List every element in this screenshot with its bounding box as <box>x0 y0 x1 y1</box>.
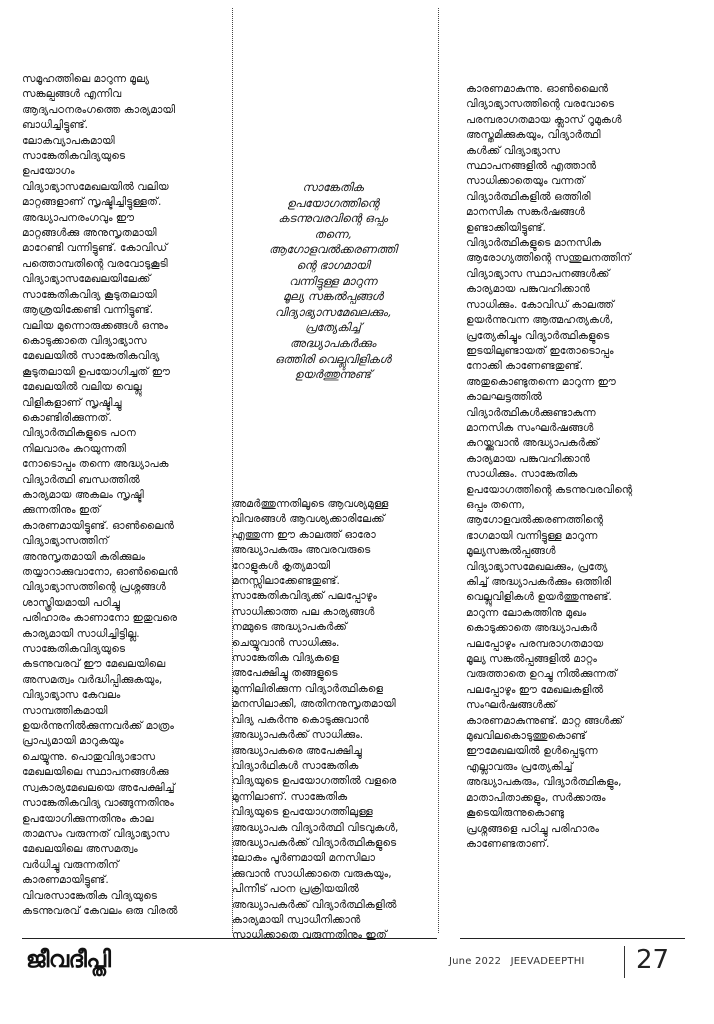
article-column-left: സമൂഹത്തിലെ മാറുന്ന മൂല്യ സങ്കല്പങ്ങൾ എന്നിവ ആദ്യപഠനരംഗത്തെ കാര്യമായി ബാധിച്ചിട്ടുണ്ട്. ലോകവ്യാപകമായി സാങ്കേതികവിദ്യയുടെ ഉപയോഗം വിദ്യാഭ്യാസമേഖലയിൽ വലിയ മാറ്റങ്ങളാണ് സൃഷ്ടിച്ചിട്ടുള്ളത്. അദ്ധ്യാപനരംഗവും ഈ മാറ്റങ്ങൾക്കു അനുസൃതമായി മാറേണ്ടി വന്നിട്ടുണ്ട്. കോവിഡ് പത്തൊമ്പതിന്റെ വരവോടുകൂടി വിദ്യാഭ്യാസമേഖലയിലേക്ക് സാങ്കേതികവിദ്യ കൂടുതലായി ആശ്രയിക്കേണ്ടി വന്നിട്ടുണ്ട്. വലിയ മുന്നൊരുക്കങ്ങൾ ഒന്നും കൊടുക്കാതെ വിദ്യാഭ്യാസ മേഖലയിൽ സാങ്കേതികവിദ്യ കൂടുതലായി ഉപയോഗിച്ചത് ഈ മേഖലയിൽ വലിയ വെല്ലു വിളികളാണ് സൃഷ്ടിച്ചു കൊണ്ടിരിക്കുന്നത്. വിദ്യാർത്ഥികളുടെ പഠന നിലവാരം കുറയുന്നതി നോടൊപ്പം തന്നെ അദ്ധ്യാപക വിദ്യാർത്ഥി ബന്ധത്തിൽ കാര്യമായ അകലം സൃഷ്ടി ക്കുന്നതിനും ഇത് കാരണമായിട്ടുണ്ട്. ഓൺലൈൻ വിദ്യാഭ്യാസത്തിന് അനുസൃതമായി കരിക്കുലം തയ്യാറാക്കുവാനോ, ഓൺലൈൻ വിദ്യാഭ്യാസത്തിന്റെ പ്രശ്നങ്ങൾ ശാസ്ത്രിയമായി പഠിച്ചു പരിഹാരം കാണാനോ ഇതുവരെ കാര്യമായി സാധിച്ചിട്ടില്ല. സാങ്കേതികവിദ്യയുടെ കടന്നുവരവ് ഈ മേഖലയിലെ അസമത്വം വർദ്ധിപ്പിക്കുകയും, വിദ്യാഭ്യാസ കേവലം സാമ്പത്തികമായി ഉയർന്നുനിൽക്കുന്നവർക്ക് മാത്രം പ്രാപ്യമായി മാറുകയും ചെയ്യുന്നു. പൊതുവിദ്യാഭാസ മേഖലയിലെ സ്ഥാപനങ്ങൾക്കു സ്വകാര്യമേഖലയെ അപേക്ഷിച്ച് സാങ്കേതികവിദ്യ വാങ്ങുന്നതിനും ഉപയോഗിക്കുന്നതിനും കാല താമസം വരുന്നത് വിദ്യാഭ്യാസ മേഖലയിലെ അസമത്വം വർധിച്ചു വരുന്നതിന് കാരണമായിട്ടുണ്ട്. വിവരസാങ്കേതിക വിദ്യയുടെ കടന്നുവരവ് കേവലം ഒരു വിരൽ <box>22 73 178 917</box>
footer-rule-left <box>22 938 437 939</box>
issue-date: June 2022 <box>449 956 502 967</box>
magazine-name: JEEVADEEPTHI <box>510 956 585 967</box>
pull-quote: സാങ്കേതിക ഉപയോഗത്തിന്റെ കടന്നുവരവിന്റെ ഒപ്പം തന്നെ, ആഗോളവൽക്കരണത്തി ന്റെ ഭാഗമായി വന്നിട്ടുള്ള മാറുന്ന മൂല്യ സങ്കൽപ്പങ്ങൾ വിദ്യാഭ്യാസമേഖലക്കും, പ്രത്യേകിച്ച് അദ്ധ്യാപകർക്കും ഒത്തിരി വെല്ലുവിളികൾ ഉയർത്തുന്നുണ്ട് <box>269 180 397 382</box>
article-column-middle: അമർത്തുന്നതിലൂടെ ആവശ്യമുള്ള വിവരങ്ങൾ ആവശ്യക്കാരിലേക്ക് എത്തുന്ന ഈ കാലത്ത് ഓരോ അദ്ധ്യാപകരും അവരവരുടെ റോളുകൾ കൃത്യമായി മനസ്സിലാക്കേണ്ടതുണ്ട്. സാങ്കേതികവിദ്യക്ക് പലപ്പോഴും സാധിക്കാത്ത പല കാര്യങ്ങൾ നമ്മുടെ അദ്ധ്യാപകർക്ക് ചെയ്യുവാൻ സാധിക്കും. സാങ്കേതിക വിദ്യകളെ അപേക്ഷിച്ചു തങ്ങളുടെ മുന്നിലിരിക്കുന്ന വിദ്യാർത്ഥികളെ മനസിലാക്കി, അതിനനുസൃതമായി വിദ്യ പകർന്നു കൊടുക്കുവാൻ അദ്ധ്യാപകർക്ക് സാധിക്കും. അദ്ധ്യാപകരെ അപേക്ഷിച്ചു വിദ്യാർഥികൾ സാങ്കേതിക വിദ്യയുടെ ഉപയോഗത്തിൽ വളരെ മുന്നിലാണ്. സാങ്കേതിക വിദ്യയുടെ ഉപയോഗത്തിലുള്ള അദ്ധ്യാപക വിദ്യാർത്ഥി വിടവുകൾ, അദ്ധ്യാപകർക്ക് വിദ്യാർത്ഥികളുടെ ലോകം പൂർണമായി മനസിലാ ക്കുവാൻ സാധിക്കാതെ വരുകയും, പിന്നീട് പഠന പ്രക്രിയയിൽ അദ്ധ്യാപകർക്ക് വിദ്യാർത്ഥികളിൽ കാര്യമായി സ്വാധീനിക്കാൻ സാധിക്കാതെ വരുന്നതിനും ഇത് <box>232 498 399 942</box>
footer-rule-right <box>460 938 685 939</box>
article-column-right: കാരണമാകുന്നു. ഓൺലൈൻ വിദ്യാഭ്യാസത്തിന്റെ വരവോടെ പരമ്പരാഗതമായ ക്ലാസ് റൂമുകൾ അസ്തമിക്കുകയും, വിദ്യാർത്ഥി കൾക്ക് വിദ്യാഭ്യാസ സ്ഥാപനങ്ങളിൽ എത്താൻ സാധിക്കാതെയും വന്നത് വിദ്യാർത്ഥികളിൽ ഒത്തിരി മാനസിക സങ്കർഷങ്ങൾ ഉണ്ടാക്കിയിട്ടുണ്ട്. വിദ്യാർത്ഥികളുടെ മാനസിക ആരോഗ്യത്തിന്റെ സന്തുലനത്തിന് വിദ്യാഭ്യാസ സ്ഥാപനങ്ങൾക്ക് കാര്യമായ പങ്കുവഹിക്കാൻ സാധിക്കും. കോവിഡ് കാലത്ത് ഉയർന്നുവന്ന ആത്മഹത്യകൾ, പ്രത്യേകിച്ചും വിദ്യാർത്ഥികളുടെ ഇടയിലുണ്ടായത് ഇതോടൊപ്പം നോക്കി കാണേണ്ടതുണ്ട്. അതുകൊണ്ടുതന്നെ മാറുന്ന ഈ കാലഘട്ടത്തിൽ വിദ്യാർത്ഥികൾക്കുണ്ടാകുന്ന മാനസിക സംഘർഷങ്ങൾ കുറയ്ക്കുവാൻ അദ്ധ്യാപകർക്ക് കാര്യമായ പങ്കുവഹിക്കാൻ സാധിക്കും. സാങ്കേതിക ഉപയോഗത്തിന്റെ കടന്നുവരവിന്റെ ഒപ്പം തന്നെ, ആഗോളവൽക്കരണത്തിന്റെ ഭാഗമായി വന്നിട്ടുള്ള മാറുന്ന മൂല്യസങ്കൽപ്പങ്ങൾ വിദ്യാഭ്യാസമേഖലക്കും, പ്രത്യേ കിച്ച് അദ്ധ്യാപകർക്കും ഒത്തിരി വെല്ലുവിളികൾ ഉയർത്തുന്നുണ്ട്. മാറുന്ന ലോകത്തിനു മുഖം കൊടുക്കാതെ അദ്ധ്യാപകർ പലപ്പോഴും പരമ്പരാഗതമായ മൂല്യ സങ്കൽപ്പങ്ങളിൽ മാറ്റം വരുത്താതെ ഉറച്ചു നിൽക്കുന്നത് പലപ്പോഴും ഈ മേഖലകളിൽ സംഘർഷങ്ങൾക്ക് കാരണമാകുന്നുണ്ട്. മാറ്റ ങ്ങൾക്ക് മുഖവിലകൊടുത്തുകൊണ്ട് ഈമേഖലയിൽ ഉൾപ്പെടുന്ന എല്ലാവരും പ്രത്യേകിച്ച് അദ്ധ്യാപകരും, വിദ്യാർത്ഥികളും, മാതാപിതാക്കളും, സർക്കാരും കൂടെയിരുന്നുകൊണ്ടു പ്രശ്നങ്ങളെ പഠിച്ചു പരിഹാരം കാണേണ്ടതാണ്. <box>466 83 633 850</box>
column-divider-right <box>438 8 439 933</box>
page-number: 27 <box>636 945 670 975</box>
footer-info <box>449 956 591 967</box>
magazine-logo: ജീവദീപ്തി <box>26 946 111 973</box>
page-number-divider <box>624 946 625 978</box>
